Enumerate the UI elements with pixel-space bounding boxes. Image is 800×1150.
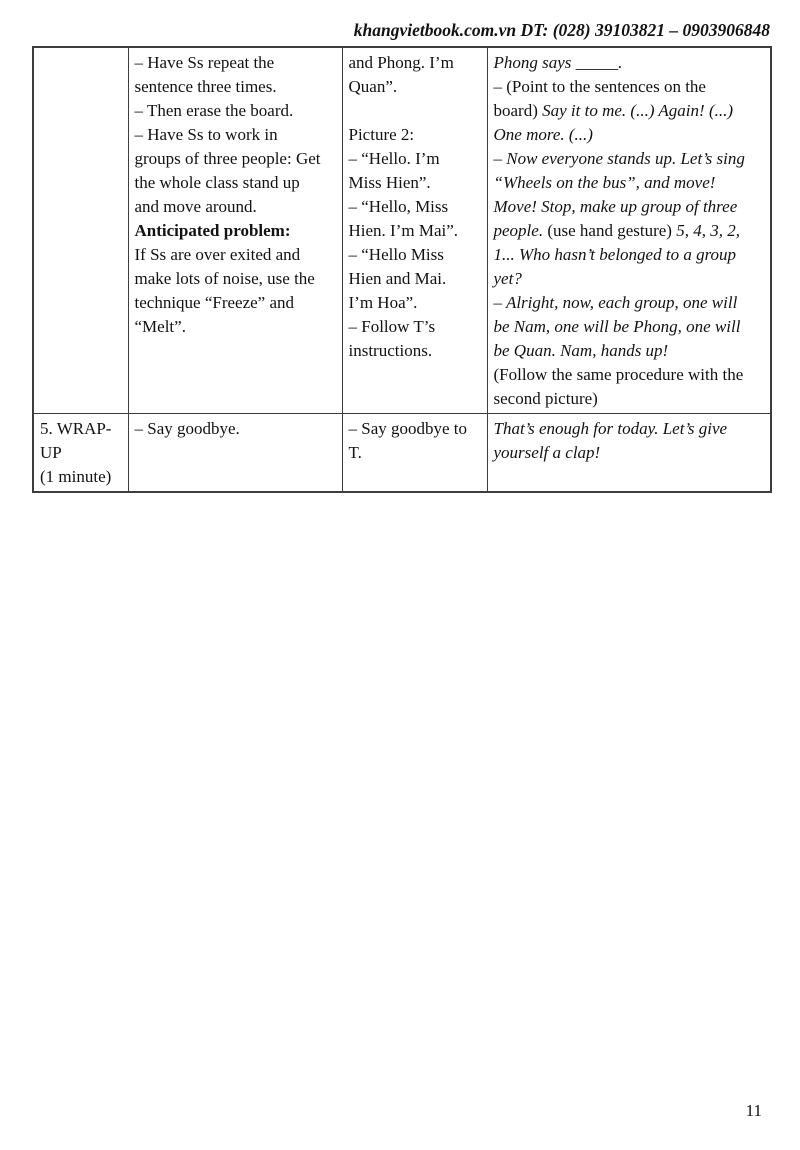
text-line [135, 51, 336, 75]
teacher-talk-cell [487, 47, 771, 414]
text-segment: – “Hello. I’m [348, 149, 440, 168]
text-line [135, 417, 336, 441]
text-line [494, 123, 765, 147]
text-segment: technique “Freeze” and [134, 293, 295, 312]
text-segment: Picture 2: [348, 125, 415, 144]
lesson-row-continued [33, 47, 771, 414]
text-line [494, 243, 765, 267]
text-segment: make lots of noise, use the [134, 269, 315, 288]
page-number: 11 [745, 1101, 762, 1120]
text-segment: instructions. [348, 341, 433, 360]
text-line [494, 291, 765, 315]
text-line [135, 219, 336, 243]
text-line [349, 243, 481, 267]
lesson-plan-table [32, 46, 772, 493]
text-line [135, 171, 336, 195]
text-line [135, 243, 336, 267]
text-line [349, 171, 481, 195]
text-line [349, 147, 481, 171]
text-line [494, 51, 765, 75]
text-segment: people. [493, 221, 548, 240]
student-activities-cell [342, 47, 487, 414]
text-segment: – “Hello, Miss [348, 197, 449, 216]
text-segment: One more. (...) [493, 125, 593, 144]
text-line [349, 195, 481, 219]
text-line [494, 387, 765, 411]
text-line [494, 195, 765, 219]
text-line [494, 171, 765, 195]
text-segment: Move! Stop, make up group of three [493, 197, 738, 216]
text-segment: “Wheels on the bus”, and move! [493, 173, 716, 192]
text-segment: sentence three times. [134, 77, 277, 96]
text-segment: If Ss are over exited and [134, 245, 301, 264]
text-line [494, 75, 765, 99]
text-segment: groups of three people: Get [134, 149, 321, 168]
text-segment: (use hand gesture) [547, 221, 677, 240]
text-segment: – Say goodbye. [134, 419, 240, 438]
text-segment: “Melt”. [134, 317, 186, 336]
wrap-up-row [33, 414, 771, 493]
text-line [494, 339, 765, 363]
text-segment: be Quan. Nam, hands up! [493, 341, 669, 360]
text-line [494, 147, 765, 171]
text-line [349, 315, 481, 339]
text-line [40, 417, 122, 441]
teacher-activities-cell [128, 47, 342, 414]
text-line [349, 441, 481, 465]
text-line [349, 339, 481, 363]
text-line [494, 219, 765, 243]
text-segment: – Have Ss to work in [134, 125, 278, 144]
text-segment: 5, 4, 3, 2, [676, 221, 740, 240]
stage-cell [33, 47, 128, 414]
text-line [349, 75, 481, 99]
text-line [494, 363, 765, 387]
text-line [349, 291, 481, 315]
page-header: khangvietbook.com.vn DT: (028) 39103821 – 0903906848 [353, 20, 770, 40]
text-segment: second picture) [493, 389, 598, 408]
text-line [494, 267, 765, 291]
text-line [349, 219, 481, 243]
text-segment: Miss Hien”. [348, 173, 431, 192]
text-line [494, 417, 765, 441]
text-segment: That’s enough for today. Let’s give [493, 419, 728, 438]
text-segment: – Have Ss repeat the [134, 53, 275, 72]
text-line [349, 99, 481, 123]
text-segment: – Alright, now, each group, one will [493, 293, 738, 312]
text-segment: – Say goodbye to [348, 419, 468, 438]
text-segment: Phong says _____. [493, 53, 623, 72]
text-line [135, 291, 336, 315]
text-segment: (1 minute) [40, 467, 112, 486]
text-line [135, 315, 336, 339]
teacher-activities-cell [128, 414, 342, 493]
text-segment: – Then erase the board. [134, 101, 294, 120]
text-segment: – Follow T’s [348, 317, 436, 336]
text-line [349, 51, 481, 75]
text-segment: – Now everyone stands up. Let’s sing [493, 149, 745, 168]
text-line [494, 99, 765, 123]
text-segment: UP [40, 443, 62, 462]
text-segment: board) [493, 101, 543, 120]
text-line [494, 441, 765, 465]
text-line [349, 123, 481, 147]
text-line [349, 417, 481, 441]
text-segment: Hien and Mai. [348, 269, 447, 288]
text-line [135, 99, 336, 123]
text-line [135, 147, 336, 171]
text-line [135, 123, 336, 147]
teacher-talk-cell [487, 414, 771, 493]
text-segment: yourself a clap! [493, 443, 601, 462]
text-line [40, 465, 122, 489]
text-segment: Say it to me. (...) Again! (...) [542, 101, 734, 120]
text-line [40, 441, 122, 465]
text-segment: Hien. I’m Mai”. [348, 221, 459, 240]
text-segment: yet? [493, 269, 522, 288]
text-segment: be Nam, one will be Phong, one will [493, 317, 741, 336]
stage-cell [33, 414, 128, 493]
text-segment: Quan”. [348, 77, 398, 96]
text-line [349, 267, 481, 291]
text-segment: and move around. [134, 197, 257, 216]
text-segment: I’m Hoa”. [348, 293, 418, 312]
text-segment: – “Hello Miss [348, 245, 444, 264]
text-segment: 5. WRAP- [40, 419, 112, 438]
text-line [135, 75, 336, 99]
text-line [135, 195, 336, 219]
text-segment: – (Point to the sentences on the [493, 77, 706, 96]
text-segment: Anticipated problem: [134, 221, 291, 240]
text-line [494, 315, 765, 339]
student-activities-cell [342, 414, 487, 493]
text-segment: T. [348, 443, 362, 462]
text-line [135, 267, 336, 291]
text-segment: 1... Who hasn’t belonged to a group [493, 245, 737, 264]
text-segment: the whole class stand up [134, 173, 300, 192]
text-segment: and Phong. I’m [348, 53, 454, 72]
lesson-plan-table-body [33, 47, 771, 492]
text-segment: (Follow the same procedure with the [493, 365, 744, 384]
